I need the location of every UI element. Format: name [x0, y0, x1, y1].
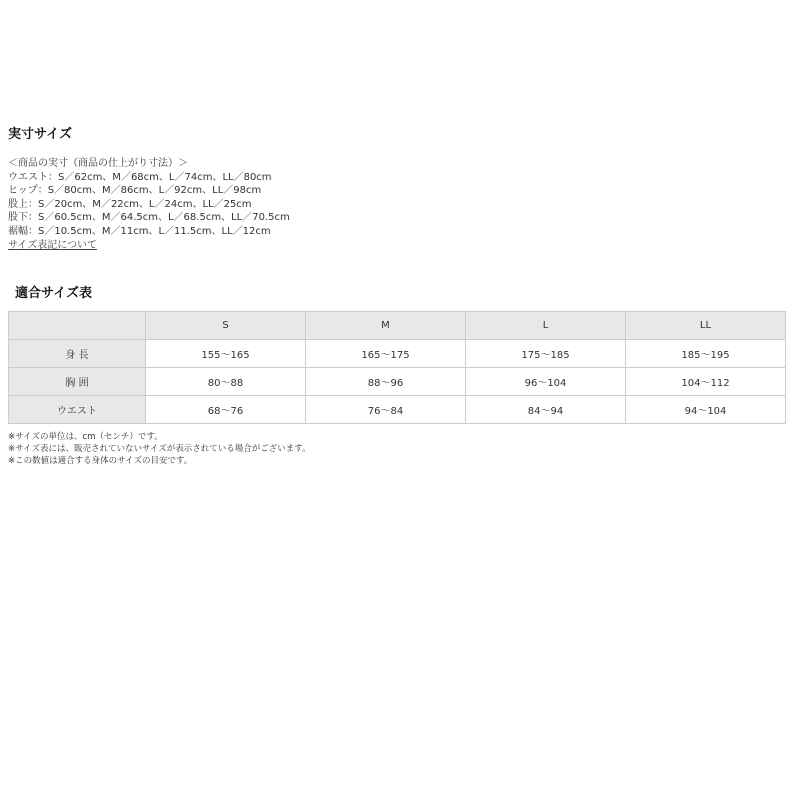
row-label-height: 身 長 — [9, 340, 146, 368]
note-guideline: ※この数値は適合する身体のサイズの目安です。 — [8, 456, 193, 466]
table-cell: 88〜96 — [306, 368, 466, 396]
spec-heading: ＜商品の実寸（商品の仕上がり寸法）＞ — [8, 158, 188, 169]
note-unit: ※サイズの単位は、cm（センチ）です。 — [8, 432, 163, 442]
table-row — [9, 396, 786, 424]
header-size-m: M — [306, 312, 466, 340]
table-cell: 84〜94 — [466, 396, 626, 424]
size-notes — [8, 431, 311, 467]
table-row — [9, 368, 786, 396]
table-corner-cell — [9, 312, 146, 340]
size-notation-link[interactable]: サイズ表記について — [8, 239, 97, 251]
spec-inseam: 股下：S／60.5cm、M／64.5cm、L／68.5cm、LL／70.5cm — [8, 212, 290, 224]
table-cell: 94〜104 — [626, 396, 786, 424]
note-unavailable-sizes: ※サイズ表には、販売されていないサイズが表示されている場合がございます。 — [8, 444, 311, 454]
table-header-row — [9, 312, 786, 340]
table-cell: 68〜76 — [146, 396, 306, 424]
spec-rise: 股上：S／20cm、M／22cm、L／24cm、LL／25cm — [8, 198, 252, 210]
table-cell: 185〜195 — [626, 340, 786, 368]
row-label-waist: ウエスト — [9, 396, 146, 424]
header-size-s: S — [146, 312, 306, 340]
table-cell: 80〜88 — [146, 368, 306, 396]
spec-hip: ヒップ：S／80cm、M／86cm、L／92cm、LL／98cm — [8, 185, 262, 197]
table-cell: 165〜175 — [306, 340, 466, 368]
table-cell: 155〜165 — [146, 340, 306, 368]
table-cell: 104〜112 — [626, 368, 786, 396]
table-cell: 96〜104 — [466, 368, 626, 396]
header-size-ll: LL — [626, 312, 786, 340]
table-cell: 76〜84 — [306, 396, 466, 424]
actual-size-spec-list — [8, 157, 290, 252]
table-row — [9, 340, 786, 368]
header-size-l: L — [466, 312, 626, 340]
fit-size-title: 適合サイズ表 — [15, 286, 92, 301]
fit-size-table — [8, 311, 786, 424]
spec-hem-width: 裾幅：S／10.5cm、M／11cm、L／11.5cm、LL／12cm — [8, 225, 271, 237]
row-label-chest: 胸 囲 — [9, 368, 146, 396]
table-cell: 175〜185 — [466, 340, 626, 368]
actual-size-title: 実寸サイズ — [8, 127, 72, 142]
spec-waist: ウエスト：S／62cm、M／68cm、L／74cm、LL／80cm — [8, 171, 272, 183]
